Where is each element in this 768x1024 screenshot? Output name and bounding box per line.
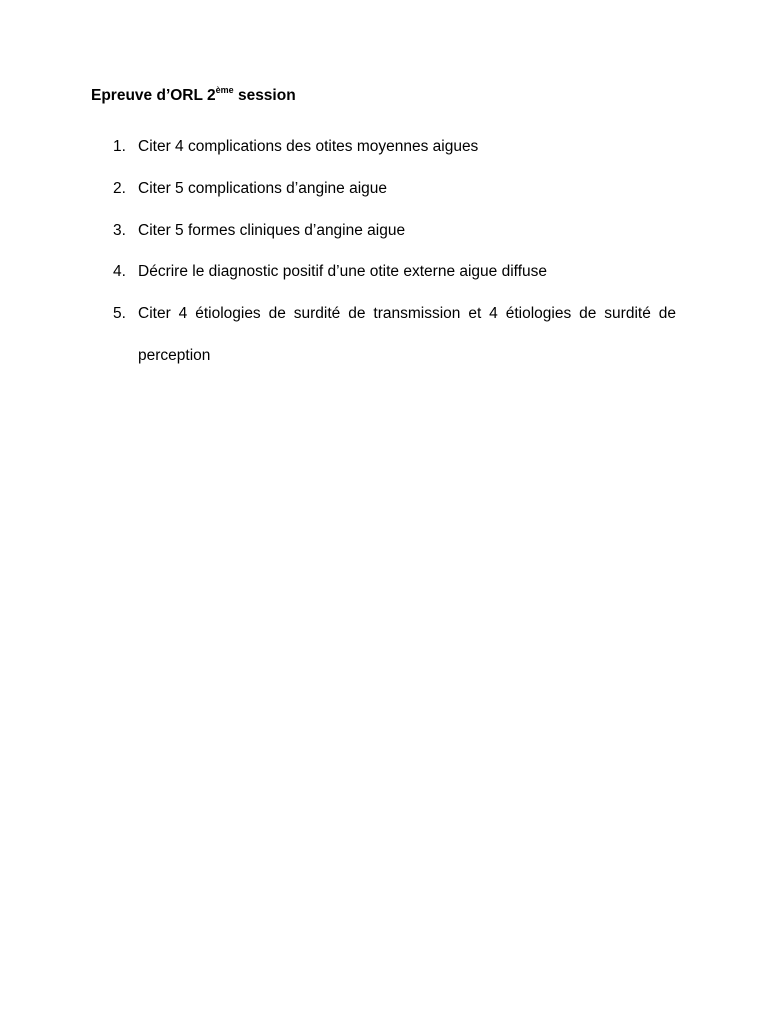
document-title — [91, 86, 296, 106]
question-text: Citer 5 complications d’angine aigue — [138, 180, 388, 197]
question-number: 3. — [113, 222, 126, 239]
question-number: 4. — [113, 263, 126, 280]
title-suffix: session — [233, 87, 296, 104]
question-number: 2. — [113, 180, 126, 197]
question-text: Décrire le diagnostic positif d’une otite externe aigue diffuse — [138, 263, 547, 280]
question-text: Citer 4 complications des otites moyennes aigues — [138, 138, 479, 155]
title-prefix: Epreuve d’ORL 2 — [91, 87, 216, 104]
question-number: 5. — [113, 305, 126, 322]
question-text: Citer 5 formes cliniques d’angine aigue — [138, 222, 406, 239]
title-superscript: ème — [215, 84, 234, 95]
question-text-continuation: perception — [138, 347, 211, 364]
question-text: Citer 4 étiologies de surdité de transmission et 4 étiologies de surdité de — [138, 305, 676, 322]
question-number: 1. — [113, 138, 126, 155]
